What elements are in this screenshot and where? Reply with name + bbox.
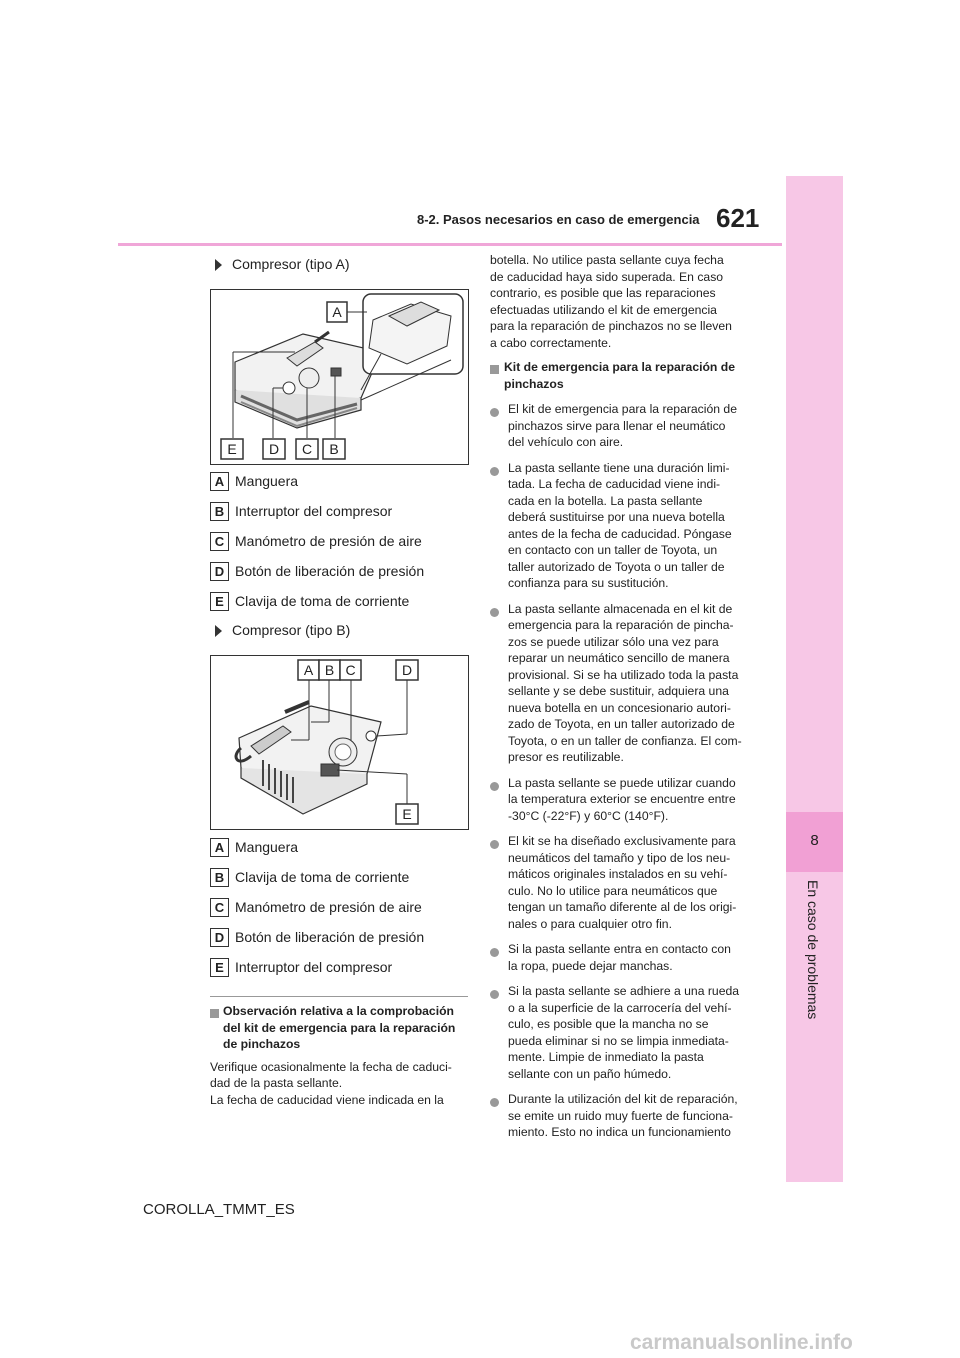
maintenance-note-line: Verifique ocasionalmente la fecha de caduci-	[210, 1059, 452, 1074]
figure-a-label-A	[327, 302, 347, 322]
arrow-icon	[215, 625, 222, 637]
text-line: o a la superficie de la carrocería del vehí-	[508, 1000, 732, 1015]
compressor-a-heading-text: Compresor (tipo A)	[232, 256, 350, 272]
text-line: Si la pasta sellante se adhiere a una rueda	[508, 984, 740, 998]
figure-b-letter-B: B	[324, 662, 335, 678]
maintenance-note	[210, 1003, 472, 1108]
text-line: neumáticos del tamaño y tipo de los neu-	[508, 850, 731, 865]
figure-b-label-C	[340, 660, 361, 680]
legend-text: Clavija de toma de corriente	[235, 593, 410, 609]
legend-text: Botón de liberación de presión	[235, 563, 425, 579]
chapter-number: 8	[810, 832, 819, 849]
legend-text: Manguera	[235, 473, 299, 489]
kit-subheading	[490, 359, 752, 392]
text-line: La pasta sellante tiene una duración limi-	[508, 460, 730, 475]
legend-letter-box: C	[210, 898, 229, 917]
text-line: La pasta sellante almacenada en el kit de	[508, 601, 733, 616]
text-line: la ropa, puede dejar manchas.	[508, 958, 673, 973]
maintenance-note-heading	[210, 1003, 472, 1053]
figure-a-letter-D: D	[268, 441, 280, 457]
compressor-a-heading	[215, 256, 349, 272]
intro-paragraph	[490, 252, 752, 351]
bullet-dot-icon	[490, 990, 499, 999]
text-line: Durante la utilización del kit de reparación,	[508, 1092, 738, 1106]
legend-letter-box: E	[210, 592, 229, 611]
legend-b-row-3	[210, 895, 422, 919]
legend-text: Manómetro de presión de aire	[235, 899, 422, 915]
legend-letter-box: C	[210, 532, 229, 551]
bullet-item	[490, 460, 752, 592]
figure-a-label-E	[221, 439, 243, 459]
page-number: 621	[716, 203, 760, 233]
text-line: nueva botella en un concesionario autori-	[508, 700, 731, 715]
text-line: tengan un tamaño diferente al de los origi-	[508, 900, 737, 914]
bullet-dot-icon	[490, 608, 499, 617]
legend-text: Botón de liberación de presión	[235, 929, 425, 945]
figure-a-label-B	[323, 439, 345, 459]
text-line: la temperatura exterior se encuentre entre	[508, 792, 736, 806]
text-line: sellante con un paño húmedo.	[508, 1066, 672, 1081]
text-line: sellante y se debe sustituir, adquiera una	[508, 684, 729, 698]
text-line: La pasta sellante se puede utilizar cuando	[508, 775, 736, 790]
text-line: culo, es posible que la mancha no se	[508, 1017, 709, 1031]
text-line: antes de la fecha de caducidad. Póngase	[508, 526, 732, 541]
figure-b-letter-C: C	[345, 662, 356, 678]
text-line: deberá sustituirse por una nueva botella	[508, 510, 725, 524]
text-line: cada en la botella. La pasta sellante	[508, 493, 703, 508]
maintenance-note-heading-text: Observación relativa a la comprobación del kit de emergencia para la reparación de pinchazos	[223, 1004, 456, 1051]
text-line: culo. No lo utilice para neumáticos que	[508, 883, 718, 898]
text-line: a cabo correctamente.	[490, 335, 612, 350]
legend-a-row-5	[210, 589, 409, 613]
text-line: El kit de emergencia para la reparación de	[508, 402, 737, 416]
figure-b-label-E	[396, 804, 418, 824]
legend-a-row-2	[210, 499, 392, 523]
legend-letter-box: D	[210, 928, 229, 947]
chapter-title-wrap	[786, 880, 843, 1060]
legend-letter-box: B	[210, 502, 229, 521]
text-line: El kit se ha diseñado exclusivamente para	[508, 834, 736, 848]
maintenance-note-line: La fecha de caducidad viene indicada en la	[210, 1092, 444, 1107]
text-line: en contacto con un taller de Toyota, un	[508, 543, 718, 557]
bullet-dot-icon	[490, 782, 499, 791]
bullet-item	[490, 775, 752, 825]
figure-a-label-C	[296, 439, 318, 459]
bullet-item	[490, 983, 752, 1082]
text-line: confianza para su sustitución.	[508, 576, 669, 590]
legend-b-row-4	[210, 925, 424, 949]
bullet-dot-icon	[490, 1098, 499, 1107]
footer-model-code: COROLLA_TMMT_ES	[143, 1201, 295, 1218]
figure-a-label-D	[263, 439, 285, 459]
bullet-item	[490, 401, 752, 451]
text-line: pueda eliminar si no se limpia inmediata-	[508, 1033, 729, 1048]
figure-b-label-A	[298, 660, 319, 680]
legend-a-row-1	[210, 469, 298, 493]
text-line: efectuadas utilizando el kit de emergencia	[490, 302, 717, 317]
compressor-b-heading-text: Compresor (tipo B)	[232, 622, 351, 638]
text-line: se emite un ruido muy fuerte de funciona-	[508, 1108, 733, 1123]
bullet-dot-icon	[490, 408, 499, 417]
bullet-dot-icon	[490, 948, 499, 957]
bullet-item	[490, 601, 752, 766]
subheading-line: Kit de emergencia para la reparación de	[504, 360, 735, 374]
figure-a-letter-E: E	[227, 441, 237, 457]
legend-letter-box: A	[210, 472, 229, 491]
arrow-icon	[215, 259, 222, 271]
subheading-line: pinchazos	[504, 376, 564, 391]
square-bullet-icon	[210, 1009, 219, 1018]
figure-b-label-B	[319, 660, 340, 680]
section-divider	[210, 996, 468, 997]
legend-text: Clavija de toma de corriente	[235, 869, 410, 885]
bullet-dot-icon	[490, 467, 499, 476]
text-line: zos se puede utilizar sólo una vez para	[508, 634, 719, 649]
text-line: botella. No utilice pasta sellante cuya fecha	[490, 253, 724, 267]
figure-b-letter-E: E	[402, 806, 412, 822]
legend-b-row-5	[210, 955, 392, 979]
text-line: miento. Esto no indica un funcionamiento	[508, 1125, 731, 1139]
section-title: 8-2. Pasos necesarios en caso de emergencia	[417, 212, 700, 227]
legend-b-row-1	[210, 835, 298, 859]
header-divider	[118, 243, 782, 246]
text-line: presor es reutilizable.	[508, 750, 624, 764]
legend-b-row-2	[210, 865, 409, 889]
figure-b-label-D	[396, 660, 418, 680]
text-line: provisional. Si se ha utilizado toda la pasta	[508, 667, 739, 682]
text-line: -30°C (-22°F) y 60°C (140°F).	[508, 808, 669, 823]
text-line: pinchazos sirve para llenar el neumático	[508, 418, 726, 433]
legend-text: Manómetro de presión de aire	[235, 533, 422, 549]
text-line: emergencia para la reparación de pincha-	[508, 618, 734, 632]
figure-a-letter-A: A	[332, 304, 342, 320]
bullet-item	[490, 833, 752, 932]
legend-letter-box: B	[210, 868, 229, 887]
text-line: Toyota, o en un taller de confianza. El com-	[508, 733, 742, 748]
maintenance-note-line: dad de la pasta sellante.	[210, 1076, 343, 1090]
text-line: mente. Limpie de inmediato la pasta	[508, 1050, 704, 1064]
compressor-a-illustration	[211, 290, 468, 464]
text-line: taller autorizado de Toyota o un taller de	[508, 559, 725, 574]
bullet-item	[490, 941, 752, 974]
compressor-a-figure	[210, 289, 469, 465]
figure-b-letter-D: D	[401, 662, 413, 678]
legend-text: Interruptor del compresor	[235, 959, 393, 975]
legend-a-row-4	[210, 559, 424, 583]
legend-letter-box: E	[210, 958, 229, 977]
compressor-b-illustration	[211, 656, 468, 829]
figure-b-letter-A: A	[303, 662, 314, 678]
text-line: Si la pasta sellante entra en contacto con	[508, 942, 731, 956]
legend-letter-box: A	[210, 838, 229, 857]
figure-a-letter-B: B	[329, 441, 339, 457]
bullet-item	[490, 1091, 752, 1141]
text-line: reparar un neumático sencillo de manera	[508, 651, 730, 665]
legend-letter-box: D	[210, 562, 229, 581]
text-line: para la reparación de pinchazos no se lleven	[490, 319, 732, 333]
square-bullet-icon	[490, 365, 499, 374]
text-line: del vehículo con aire.	[508, 435, 624, 449]
text-line: nales o para cualquier otro fin.	[508, 916, 672, 931]
figure-a-letter-C: C	[301, 441, 313, 457]
watermark: carmanualsonline.info	[630, 1331, 853, 1354]
legend-text: Interruptor del compresor	[235, 503, 393, 519]
right-column	[490, 252, 752, 1150]
compressor-b-heading	[215, 622, 350, 638]
legend-text: Manguera	[235, 839, 299, 855]
bullet-dot-icon	[490, 840, 499, 849]
chapter-title: En caso de problemas	[804, 880, 821, 1020]
text-line: tada. La fecha de caducidad viene indi-	[508, 477, 721, 491]
text-line: máticos originales instalados en su vehí-	[508, 867, 728, 881]
compressor-b-figure	[210, 655, 469, 830]
text-line: zado de Toyota, en un taller autorizado de	[508, 717, 735, 731]
text-line: contrario, es posible que las reparaciones	[490, 286, 716, 300]
legend-a-row-3	[210, 529, 422, 553]
text-line: de caducidad haya sido superada. En caso	[490, 269, 724, 284]
